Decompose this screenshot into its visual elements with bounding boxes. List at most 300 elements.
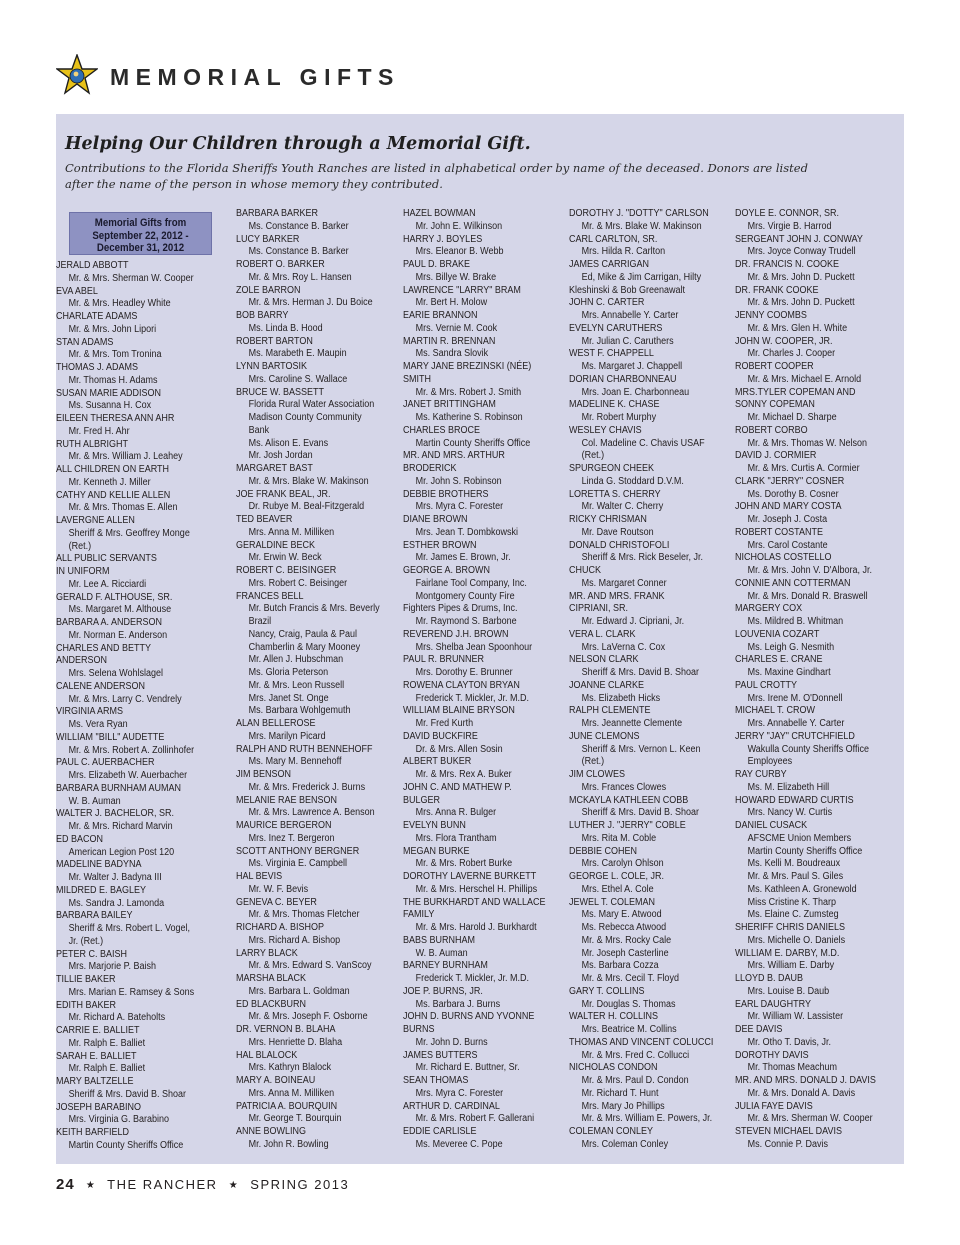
donor-name: Mr. Fred H. Ahr	[68, 425, 130, 437]
donor-name: Linda G. Stoddard D.V.M.	[581, 475, 684, 487]
donor-name: Ms. Linda B. Hood	[248, 322, 323, 334]
donor-name: Mr. & Mrs. Robert A. Zollinhofer	[68, 744, 195, 756]
donor-name: Mrs. Caroline S. Wallace	[248, 373, 348, 385]
honoree-name: CATHY AND KELLIE ALLEN	[56, 489, 171, 501]
honoree-name: MADELINE K. CHASE	[569, 399, 660, 411]
honoree-name: SHERIFF CHRIS DANIELS	[735, 922, 846, 933]
honoree-name: PATRICIA A. BOURQUIN	[236, 1100, 338, 1112]
donor-name: Mr. & Mrs. Cecil T. Floyd	[581, 973, 679, 984]
honoree-name: REVEREND J.H. BROWN	[403, 628, 509, 640]
honoree-name: MAURICE BERGERON	[236, 820, 332, 831]
donor-name: Mr. Joseph J. Costa	[747, 514, 828, 525]
donor-name: Mr. Allen J. Hubschman	[248, 654, 344, 666]
honoree-name: JOE P. BURNS, JR.	[403, 985, 483, 997]
honoree-name: BRUCE W. BASSETT	[236, 386, 325, 398]
donor-name: Mr. & Mrs. Robert F. Gallerani	[415, 1113, 535, 1125]
date-range-line: Memorial Gifts from	[94, 217, 187, 229]
honoree-name: SARAH E. BALLIET	[56, 1050, 137, 1062]
honoree-name: JUNE CLEMONS	[569, 730, 640, 742]
date-range-line: December 31, 2012	[96, 242, 185, 254]
donor-name: Mr. & Mrs. Paul S. Giles	[747, 871, 844, 882]
honoree-name: NELSON CLARK	[569, 654, 639, 666]
donor-name: Mrs. Henriette D. Blaha	[248, 1036, 343, 1048]
honoree-name: ED BACON	[56, 833, 104, 845]
donor-name: Mrs. Ethel A. Cole	[581, 883, 654, 895]
donor-name: Mr. & Mrs. Robert Burke	[415, 858, 513, 870]
honoree-name: CHARLES AND BETTY	[56, 642, 152, 654]
honoree-name: SPURGEON CHEEK	[569, 463, 655, 474]
honoree-name: DEBBIE COHEN	[569, 845, 638, 857]
donor-name: Mr. & Mrs. Richard Marvin	[68, 821, 173, 832]
panel-heading: Helping Our Children through a Memorial Gift.	[65, 134, 531, 154]
donor-name: Ms. Barbara Cozza	[581, 960, 659, 972]
honoree-name: JANET BRITTINGHAM	[403, 399, 496, 411]
honoree-name: RUTH ALBRIGHT	[56, 438, 129, 450]
honoree-name: DONALD CHRISTOFOLI	[569, 539, 670, 551]
honoree-name: MARGERY COX	[735, 603, 803, 615]
honoree-name: STAN ADAMS	[56, 336, 114, 348]
donor-name: Mrs. Louise B. Daub	[747, 985, 830, 997]
donor-name: Mr. John R. Bowling	[248, 1138, 329, 1150]
donor-name: Ms. M. Elizabeth Hill	[747, 781, 830, 793]
donor-name: Mr. & Mrs. Larry C. Vendrely	[68, 693, 182, 705]
honoree-name: DAVID BUCKFIRE	[403, 730, 478, 742]
donor-name: Mr. & Mrs. Thomas Fletcher	[248, 909, 360, 921]
honoree-name: GERALD F. ALTHOUSE, SR.	[56, 591, 173, 603]
donor-name: Mrs. Virgie B. Harrod	[747, 220, 832, 232]
honoree-name: PAUL C. AUERBACHER	[56, 757, 155, 769]
donor-name: Mrs. Richard A. Bishop	[248, 934, 341, 946]
honoree-name: ROBERT COOPER	[735, 361, 814, 372]
honoree-name: ALL PUBLIC SERVANTS	[56, 553, 157, 565]
honoree-name: MCKAYLA KATHLEEN COBB	[569, 794, 689, 806]
honoree-name: JIM CLOWES	[569, 769, 626, 780]
honoree-name: LORETTA S. CHERRY	[569, 488, 661, 500]
honoree-name: SERGEANT JOHN J. CONWAY	[735, 233, 863, 245]
donor-name: Mr. Thomas Meachum	[747, 1062, 837, 1074]
honoree-name: BARBARA BURNHAM AUMAN	[56, 782, 182, 794]
honoree-name: MEGAN BURKE	[403, 845, 470, 857]
honoree-name: LAWRENCE "LARRY" BRAM	[403, 284, 521, 296]
honoree-name: CHARLES BROCE	[403, 424, 481, 436]
donor-name: Mr. & Mrs. Thomas E. Allen	[68, 502, 178, 514]
donor-name: Ms. Mildred B. Whitman	[747, 616, 844, 627]
donor-name: Mr. & Mrs. Donald R. Braswell	[747, 590, 868, 602]
donor-name: Mrs. Barbara L. Goldman	[248, 985, 350, 997]
honoree-name: RICHARD A. BISHOP	[236, 922, 325, 933]
donor-name: Mrs. Selena Wohlslagel	[68, 668, 163, 679]
donor-name: Ed, Mike & Jim Carrigan, Hilty	[581, 271, 702, 283]
donor-name: Ms. Barbara Wohlgemuth	[248, 705, 351, 717]
publication-name: THE RANCHER	[107, 1177, 218, 1192]
donor-name: Mr. Robert Murphy	[581, 412, 657, 423]
donor-name: W. B. Auman	[68, 795, 121, 807]
honoree-name: JAMES CARRIGAN	[569, 259, 650, 270]
honoree-name: ALAN BELLEROSE	[236, 718, 316, 729]
donor-name: Mr. William W. Lassister	[747, 1011, 844, 1023]
page-title: MEMORIAL GIFTS	[110, 64, 400, 90]
donor-name: Mrs. Irene M. O'Donnell	[747, 692, 843, 704]
donor-name: Mr. & Mrs. Fred C. Collucci	[581, 1049, 690, 1061]
donor-name: Ms. Alison E. Evans	[248, 437, 329, 449]
donor-name: Mrs. Carol Costante	[747, 539, 828, 551]
honoree-name: EDITH BAKER	[56, 999, 117, 1011]
donor-name: Sheriff & Mrs. David B. Shoar	[581, 667, 699, 678]
donor-name: Mrs. Frances Clowes	[581, 781, 667, 793]
honoree-name: DAVID J. CORMIER	[735, 450, 817, 462]
donor-name: Mr. Ralph E. Balliet	[68, 1037, 146, 1049]
donor-name: Mr. & Mrs. John D. Puckett	[747, 271, 855, 283]
donor-name: Mrs. Mary Jo Phillips	[581, 1100, 665, 1112]
honoree-name: MARY BALTZELLE	[56, 1076, 134, 1087]
honoree-name: LUTHER J. "JERRY" COBLE	[569, 820, 686, 831]
donor-name: Mrs. Nancy W. Curtis	[747, 807, 833, 819]
donor-name: Mrs. Dorothy E. Brunner	[415, 667, 513, 678]
honoree-name: JOE FRANK BEAL, JR.	[236, 488, 331, 500]
honoree-name: BARNEY BURNHAM	[403, 960, 488, 972]
honoree-name: SCOTT ANTHONY BERGNER	[236, 845, 360, 857]
honoree-name: MARGARET BAST	[236, 463, 313, 474]
donor-name: Mr. & Mrs. Lawrence A. Benson	[248, 807, 375, 819]
donor-name: AFSCME Union Members	[747, 832, 852, 844]
donor-name: Ms. Marabeth E. Maupin	[248, 348, 347, 360]
donor-name: Mrs. Joan E. Charbonneau	[581, 386, 690, 398]
honoree-name: GEORGE L. COLE, JR.	[569, 871, 665, 882]
star-separator: ★	[228, 1180, 240, 1191]
honoree-name: MARTIN R. BRENNAN	[403, 335, 496, 347]
donor-name: Mr. Charles J. Cooper	[747, 348, 836, 360]
issue-date: SPRING 2013	[250, 1177, 350, 1192]
donor-name: Mr. Richard E. Buttner, Sr.	[415, 1062, 520, 1074]
donor-name: Ms. Susanna H. Cox	[68, 400, 152, 412]
honoree-name: GARY T. COLLINS	[569, 985, 645, 997]
honoree-name: CHARLES E. CRANE	[735, 654, 823, 666]
donor-name: Madison County Community	[248, 412, 362, 423]
star-separator: ★	[85, 1180, 97, 1191]
honoree-name: MARY A. BOINEAU	[236, 1075, 316, 1086]
donor-name: Florida Rural Water Association	[248, 399, 375, 411]
donor-name: Col. Madeline C. Chavis USAF	[581, 437, 705, 449]
honoree-name: PAUL D. BRAKE	[403, 259, 471, 270]
donor-name: Mr. & Mrs. Edward S. VanScoy	[248, 960, 372, 972]
honoree-name: CALENE ANDERSON	[56, 680, 146, 692]
donor-name: Mrs. Elizabeth W. Auerbacher	[68, 770, 188, 781]
donor-name: Mr. Julian C. Caruthers	[581, 335, 674, 347]
listing-column-3	[403, 208, 563, 1152]
honoree-name: BABS BURNHAM	[403, 934, 476, 946]
donor-name: Mrs. Flora Trantham	[415, 832, 497, 844]
honoree-name: WILLIAM BLAINE BRYSON	[403, 705, 515, 717]
honoree-name: HOWARD EDWARD CURTIS	[735, 794, 854, 806]
donor-name: Mrs. Janet St. Onge	[248, 692, 329, 704]
honoree-name: RICKY CHRISMAN	[569, 514, 647, 525]
donor-name: Mr. & Mrs. Glen H. White	[747, 322, 848, 334]
honoree-name: LYNN BARTOSIK	[236, 361, 308, 372]
donor-name: Sheriff & Mrs. Robert L. Vogel,	[68, 923, 191, 934]
donor-name: Mr. Thomas H. Adams	[68, 374, 158, 386]
donor-name: Mr. W. F. Bevis	[248, 883, 309, 895]
donor-name: Wakulla County Sheriffs Office	[747, 743, 869, 755]
donor-name: Ms. Rebecca Atwood	[581, 922, 667, 933]
honoree-name: HARRY J. BOYLES	[403, 233, 483, 245]
donor-name: Mr. Michael D. Sharpe	[747, 412, 837, 423]
donor-name: Ms. Elaine C. Zumsteg	[747, 909, 839, 921]
honoree-name: MARY JANE BREZINSKI (NÉE)	[403, 361, 532, 372]
listing-column-5	[735, 208, 895, 1152]
honoree-name: HAZEL BOWMAN	[403, 208, 476, 219]
honoree-name: JOANNE CLARKE	[569, 679, 645, 691]
donor-name: Sheriff & Mrs. Rick Beseler, Jr.	[581, 552, 703, 564]
honoree-name: ROWENA CLAYTON BRYAN	[403, 679, 520, 691]
donor-name: Mrs. Virginia G. Barabino	[68, 1114, 169, 1126]
honoree-name: PAUL R. BRUNNER	[403, 654, 485, 666]
honoree-name: ARTHUR D. CARDINAL	[403, 1100, 500, 1112]
donor-name: Mr. John E. Wilkinson	[415, 220, 503, 232]
honoree-name: HAL BLALOCK	[236, 1049, 298, 1061]
honoree-name: GENEVA C. BEYER	[236, 896, 317, 908]
panel-intro	[65, 161, 885, 192]
donor-name: Mr. & Mrs. Curtis A. Cormier	[747, 463, 860, 474]
honoree-name: DOROTHY DAVIS	[735, 1049, 809, 1061]
honoree-name: DORIAN CHARBONNEAU	[569, 373, 677, 385]
honoree-name: ESTHER BROWN	[403, 539, 477, 551]
honoree-name: EARL DAUGHTRY	[735, 998, 812, 1010]
honoree-name: SMITH	[403, 373, 431, 385]
donor-name: Mr. & Mrs. Sherman W. Cooper	[68, 272, 194, 284]
donor-name: Mr. & Mrs. Rex A. Buker	[415, 769, 512, 780]
donor-name: Ms. Margaret M. Althouse	[68, 604, 172, 616]
honoree-name: EDDIE CARLISLE	[403, 1126, 477, 1137]
honoree-name: DIANE BROWN	[403, 514, 468, 525]
donor-name: Mrs. LaVerna C. Cox	[581, 641, 666, 653]
honoree-name: Kleshinski & Bob Greenawalt	[569, 284, 686, 296]
honoree-name: DR. VERNON B. BLAHA	[236, 1024, 336, 1035]
donor-name: Mrs. Carolyn Ohlson	[581, 858, 664, 870]
honoree-name: THOMAS AND VINCENT COLUCCI	[569, 1036, 714, 1048]
honoree-name: LAVERGNE ALLEN	[56, 515, 135, 526]
donor-name: Mr. Raymond S. Barbone	[415, 616, 517, 627]
donor-name: Ms. Mary E. Atwood	[581, 909, 662, 921]
honoree-name: ALBERT BUKER	[403, 756, 472, 768]
honoree-name: CHUCK	[569, 565, 602, 576]
donor-name: (Ret.)	[581, 756, 605, 768]
donor-name: Mr. Richard T. Hunt	[581, 1087, 659, 1099]
donor-name: Dr. Rubye M. Beal-Fitzgerald	[248, 501, 365, 513]
donor-name: Mrs. Kathryn Blalock	[248, 1062, 332, 1074]
donor-name: Martin County Sheriffs Office	[415, 437, 531, 449]
donor-name: Mrs. Inez T. Bergeron	[248, 832, 335, 844]
honoree-name: PETER C. BAISH	[56, 948, 128, 960]
donor-name: Mr. Bert H. Molow	[415, 297, 488, 309]
donor-name: Mr. & Mrs. Robert J. Smith	[415, 386, 522, 398]
intro-line-2: after the name of the person in whose memory they contributed.	[65, 176, 443, 191]
honoree-name: MILDRED E. BAGLEY	[56, 884, 147, 896]
honoree-name: VIRGINIA ARMS	[56, 706, 124, 718]
donor-name: Ms. Barbara J. Burns	[415, 998, 501, 1010]
honoree-name: SEAN THOMAS	[403, 1075, 469, 1086]
honoree-name: RAY CURBY	[735, 769, 787, 780]
honoree-name: RALPH AND RUTH BENNEHOFF	[236, 743, 373, 755]
honoree-name: SONNY COPEMAN	[735, 399, 815, 411]
honoree-name: WILLIAM E. DARBY, M.D.	[735, 947, 840, 959]
donor-name: Mr. & Mrs. Herschel H. Phillips	[415, 883, 538, 895]
listing-column-2	[236, 208, 396, 1152]
honoree-name: CONNIE ANN COTTERMAN	[735, 577, 851, 589]
donor-name: Mrs. Myra C. Forester	[415, 501, 504, 513]
donor-name: Martin County Sheriffs Office	[68, 1139, 184, 1151]
honoree-name: DEBBIE BROTHERS	[403, 488, 489, 500]
donor-name: Montgomery County Fire	[415, 590, 515, 602]
donor-name: Ms. Meveree C. Pope	[415, 1138, 503, 1150]
honoree-name: JEWEL T. COLEMAN	[569, 896, 656, 908]
donor-name: (Ret.)	[68, 540, 92, 552]
donor-name: Mr. Walter C. Cherry	[581, 501, 664, 513]
donor-name: Mr. Kenneth J. Miller	[68, 476, 151, 488]
honoree-name: NICHOLAS CONDON	[569, 1062, 658, 1074]
donor-name: Ms. Sandra Slovik	[415, 348, 489, 360]
donor-name: Mrs. Shelba Jean Spoonhour	[415, 641, 533, 653]
donor-name: Mr. & Mrs. John D. Puckett	[747, 297, 855, 309]
donor-name: Mr. Lee A. Ricciardi	[68, 578, 147, 590]
honoree-name: ROBERT BARTON	[236, 335, 313, 347]
donor-name: Mr. Ralph E. Balliet	[68, 1063, 146, 1075]
honoree-name: JERRY "JAY" CRUTCHFIELD	[735, 730, 855, 742]
donor-name: Sheriff & Mrs. David B. Shoar	[68, 1088, 186, 1100]
memorial-gifts-panel	[56, 114, 904, 1164]
donor-name: Miss Cristine K. Tharp	[747, 896, 836, 908]
donor-name: Mr. & Mrs. Herman J. Du Boice	[248, 297, 373, 309]
donor-name: Ms. Dorothy B. Cosner	[747, 488, 839, 500]
donor-name: Mr. & Mrs. Frederick J. Burns	[248, 781, 366, 793]
honoree-name: GERALDINE BECK	[236, 539, 316, 551]
honoree-name: DR. FRANK COOKE	[735, 284, 819, 296]
honoree-name: CHARLATE ADAMS	[56, 311, 138, 322]
donor-name: Mrs. Eleanor B. Webb	[415, 246, 504, 258]
donor-name: Ms. Maxine Gindhart	[747, 667, 831, 678]
honoree-name: WALTER J. BACHELOR, SR.	[56, 808, 175, 820]
honoree-name: ANNE BOWLING	[236, 1126, 307, 1137]
donor-name: Mrs. Vernie M. Cook	[415, 322, 498, 334]
donor-name: Mr. & Mrs. William J. Leahey	[68, 451, 183, 463]
honoree-name: SUSAN MARIE ADDISON	[56, 387, 162, 399]
honoree-name: FRANCES BELL	[236, 590, 304, 602]
donor-name: Mr. Joseph Casterline	[581, 947, 669, 959]
honoree-name: BARBARA BAILEY	[56, 910, 133, 922]
honoree-name: ALL CHILDREN ON EARTH	[56, 464, 170, 475]
page-footer	[56, 1176, 349, 1193]
honoree-name: MR. AND MRS. FRANK	[569, 590, 665, 602]
donor-name: Mrs. Anna R. Bulger	[415, 807, 497, 819]
honoree-name: MR. AND MRS. DONALD J. DAVIS	[735, 1075, 876, 1086]
donor-name: Ms. Sandra J. Lamonda	[68, 897, 165, 909]
honoree-name: ANDERSON	[56, 655, 108, 667]
honoree-name: BARBARA BARKER	[236, 208, 319, 219]
donor-name: Ms. Connie P. Davis	[747, 1138, 828, 1150]
donor-name: Mrs. Anna M. Milliken	[248, 526, 335, 538]
donor-name: Mrs. Billye W. Brake	[415, 271, 497, 283]
honoree-name: BOB BARRY	[236, 310, 289, 321]
donor-name: Ms. Constance B. Barker	[248, 220, 349, 232]
honoree-name: CARRIE E. BALLIET	[56, 1025, 140, 1036]
honoree-name: VERA L. CLARK	[569, 628, 636, 640]
donor-name: Mrs. Beatrice M. Collins	[581, 1024, 677, 1035]
donor-name: Chamberlin & Mary Mooney	[248, 641, 361, 653]
donor-name: Mr. Otho T. Davis, Jr.	[747, 1036, 831, 1048]
honoree-name: JAMES BUTTERS	[403, 1049, 478, 1061]
donor-name: Fairlane Tool Company, Inc.	[415, 577, 527, 589]
donor-name: Mr. Dave Routson	[581, 526, 654, 538]
page-header	[56, 54, 916, 98]
honoree-name: WALTER H. COLLINS	[569, 1011, 659, 1023]
honoree-name: TED BEAVER	[236, 514, 293, 525]
honoree-name: WESLEY CHAVIS	[569, 424, 642, 436]
date-range-box	[69, 212, 212, 255]
honoree-name: EVELYN CARUTHERS	[569, 322, 663, 334]
donor-name: Mr. & Mrs. Tom Tronina	[68, 349, 162, 361]
donor-name: Mr. & Mrs. William E. Powers, Jr.	[581, 1113, 713, 1125]
honoree-name: THE BURKHARDT AND WALLACE	[403, 896, 546, 908]
donor-name: Mr. Walter J. Badyna III	[68, 872, 162, 883]
donor-name: Mrs. Marian E. Ramsey & Sons	[68, 986, 195, 998]
honoree-name: ROBERT O. BARKER	[236, 259, 325, 270]
donor-name: Ms. Gloria Peterson	[248, 667, 329, 678]
honoree-name: LLOYD B. DAUB	[735, 973, 804, 984]
donor-name: Ms. Kathleen A. Gronewold	[747, 883, 857, 895]
donor-name: Mr. & Mrs. Joseph F. Osborne	[248, 1011, 368, 1023]
donor-name: Mr. & Mrs. Paul D. Condon	[581, 1075, 689, 1086]
donor-name: Frederick T. Mickler, Jr. M.D.	[415, 973, 529, 984]
honoree-name: STEVEN MICHAEL DAVIS	[735, 1126, 843, 1137]
honoree-name: JULIA FAYE DAVIS	[735, 1100, 813, 1112]
honoree-name: JOHN C. AND MATHEW P.	[403, 781, 512, 793]
honoree-name: ED BLACKBURN	[236, 998, 307, 1010]
donor-name: Brazil	[248, 616, 272, 627]
donor-name: Mrs. William E. Darby	[747, 960, 835, 972]
donor-name: Mr. Josh Jordan	[248, 450, 313, 462]
honoree-name: NICHOLAS COSTELLO	[735, 552, 832, 564]
honoree-name: DANIEL CUSACK	[735, 820, 808, 831]
donor-name: Mrs. Marilyn Picard	[248, 730, 326, 742]
donor-name: Mr. Erwin W. Beck	[248, 552, 322, 564]
donor-name: Mr. & Mrs. Headley White	[68, 298, 171, 310]
donor-name: Sheriff & Mrs. Geoffrey Monge	[68, 527, 190, 539]
honoree-name: JOHN C. CARTER	[569, 297, 645, 309]
listing-column-4	[569, 208, 729, 1152]
donor-name: Ms. Mary M. Bennehoff	[248, 756, 342, 768]
donor-name: Ms. Margaret J. Chappell	[581, 361, 683, 372]
donor-name: Mr. Douglas S. Thomas	[581, 998, 676, 1010]
donor-name: Sheriff & Mrs. Vernon L. Keen	[581, 743, 701, 755]
page-number: 24	[56, 1176, 75, 1193]
donor-name: Mrs. Hilda R. Carlton	[581, 246, 666, 258]
donor-name: Mrs. Myra C. Forester	[415, 1087, 504, 1099]
honoree-name: ROBERT CORBO	[735, 424, 808, 436]
honoree-name: LARRY BLACK	[236, 947, 298, 959]
honoree-name: HAL BEVIS	[236, 871, 283, 882]
donor-name: Martin County Sheriffs Office	[747, 845, 863, 857]
donor-name: Employees	[747, 756, 793, 768]
donor-name: Ms. Virginia E. Campbell	[248, 858, 347, 870]
honoree-name: KEITH BARFIELD	[56, 1127, 130, 1138]
donor-name: Bank	[248, 424, 270, 436]
honoree-name: PAUL CROTTY	[735, 679, 798, 691]
honoree-name: DR. FRANCIS N. COOKE	[735, 259, 840, 270]
donor-name: Mr. & Mrs. Rocky Cale	[581, 934, 672, 946]
donor-name: Mr. Fred Kurth	[415, 718, 474, 729]
donor-name: Mr. & Mrs. Donald A. Davis	[747, 1087, 856, 1099]
honoree-name: DOROTHY LAVERNE BURKETT	[403, 871, 537, 882]
intro-line-1: Contributions to the Florida Sheriffs Youth Ranches are listed in alphabetical order by name of the deceased. Donors are listed	[65, 161, 808, 175]
